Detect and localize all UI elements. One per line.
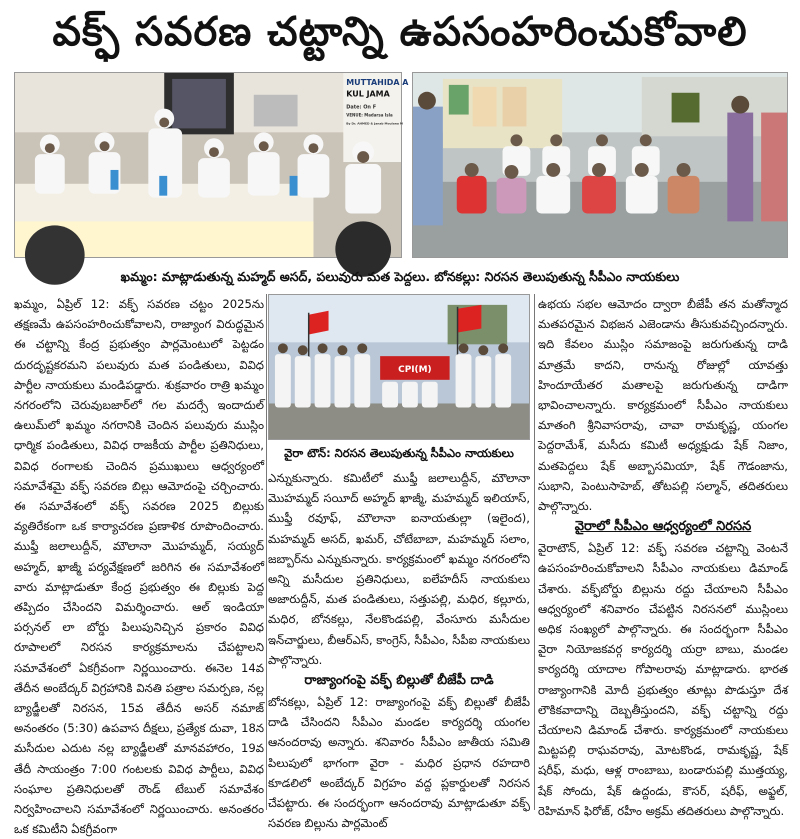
banner-line5: By Dr. AHMED & Janab Moulana M (346, 121, 403, 126)
headline: వక్ఫ్ సవరణ చట్టాన్ని ఉపసంహరించుకోవాలి (52, 9, 748, 55)
bonakal-subhead: రాజ్యాంగంపై వక్ఫ్ బిల్లుతో బీజేపీ దాడి (304, 673, 494, 689)
vaira-photo-caption: వైరా టౌన్: నిరసన తెలుపుతున్న సీపీఎం నాయకులు (284, 446, 514, 460)
column-divider (534, 294, 535, 810)
article-body-3: ఉభయ సభల ఆమోదం ద్వారా బీజేపీ తన మతోన్మాద మతపరమైన విభజన ఎజెండాను తీసుకువచ్చిందన్నారు. ఇది కేవలం ముస్లిం సమాజంపై జరుగుతున్న దాడి మాత్రమే కాదని, రానున్న రోజుల్లో యావత్తు హిందూయేతర మతాలపై జరుగుతున్న దాడిగా భావించాలన్నారు. కార్యక్రమంలో సీపీఎం నాయకులు మాతంగి శ్రీనివాసరావు, చావా రామకృష్ణ, యంగల పెద్దరామేశ్, మసీదు కమిటీ అధ్యక్షుడు షేక్ నిజాం, మతపెద్దలు షేక్ అబ్బాసమియా, షేక్ గౌడంజాను, సుభాని, పెంటుసాహెబ్, తోటపల్లి సల్మాన్, తదితరులు పాల్గొన్నారు. (538, 297, 788, 514)
article-body-1: ఖమ్మం, ఏప్రిల్ 12: వక్ఫ్ సవరణ చట్టం 2025ను తక్షణమే ఉపసంహరించుకోవాలని, రాజ్యాంగ విరుద్ధమైన ఈ చట్టాన్ని కేంద్ర ప్రభుత్వం పార్లమెంటులో పెట్టడం దురదృష్టకరమని పలువురు మత పండితులు, వివిధ పార్టీల నాయకులు మండిపడ్డారు. శుక్రవారం రాత్రి ఖమ్మం నగరంలోని చెరువుబజార్‌లో గల మదర్సే ఇందాదుల్ ఉలుమ్‌లో ఖమ్మం నగరానికి చెందిన పలువురు ముస్లిం ధార్మిక పండితులు, వివిధ రాజకీయ పార్టీల ప్రతినిధులు, వివిధ రంగాలకు చెందిన ప్రముఖులు ఆధ్వర్యంలో సమావేశమై వక్ఫ్ సవరణ బిల్లు ఆమోదంపై చర్చించారు. ఈ సమావేశంలో వక్ఫ్ సవరణ 2025 బిల్లుకు వ్యతిరేకంగా ఒక కార్యాచరణ ప్రణాళిక రూపొందించారు. ముఫ్తీ జలాలుద్దీన్, మౌలానా మొహమ్మద్, సయ్యద్ అహ్మద్, ఖాజ్మీ పర్యవేక్షణలో జరిగిన ఈ సమావేశంలో వారు మాట్లాడుతూ కేంద్ర ప్రభుత్వం ఈ బిల్లుకు పెద్ద తప్పిదం చేసిందని విమర్శించారు. ఆల్ ఇండియా పర్సనల్ లా బోర్డు పిలుపునిచ్చిన ప్రకారం వివిధ రూపాలలో నిరసన కార్యక్రమాలను చేపట్టాలని సమావేశంలో ఏకగ్రీవంగా నిర్ణయించారు. ఈనెల 14వ తేదీన అంబేద్కర్ విగ్రహానికి వినతి పత్రాల సమర్పణ, నల్ల బ్యాడ్జీలతో నిరసన, 15వ తేదీన అసర్ నమాజ్ అనంతరం (5:30) ఉపవాస దీక్షలు, ప్రత్యేక దువా, 18న మసీదుల ఎదుట నల్ల బ్యాడ్జీలతో మానవహారం, 19వ తేదీ సాయంత్రం 7:00 గంటలకు వివిధ పార్టీలు, వివిధ సంఘాల ప్రతినిధులతో రౌండ్ టేబుల్ సమావేశం నిర్వహించాలని సమావేశంలో నిర్ణయించారు. అనంతరం ఒక కమిటీని ఏకగ్రీవంగా (14, 297, 264, 837)
bonakal-body: బోనకల్లు, ఏప్రిల్ 12: రాజ్యాంగంపై వక్ఫ్ బిల్లుతో బీజేపీ దాడి చేసిందని సీపీఎం మండల కార్యదర్శి యంగల ఆనందరావు అన్నారు. శనివారం సీపీఎం జాతీయ సమితి పిలుపులో భాగంగా వైరా - మధిర ప్రధాన రహదారి కూడలిలో అంబేద్కర్ విగ్రహం వద్ద ప్లకార్డులతో నిరసన చేపట్టారు. ఈ సందర్భంగా ఆనందరావు మాట్లాడుతూ వక్ఫ్ సవరణ బిల్లును పార్లమెంట్ (268, 695, 530, 831)
banner-line4: VENUE: Madarsa Isla (346, 112, 393, 118)
meeting-photo (14, 72, 409, 258)
banner-line1: MUTTAHIDA A (346, 77, 409, 87)
article-column-3 (538, 294, 788, 818)
article-column-1 (14, 294, 264, 837)
vaira-subhead: వైరాలో సీపీఎం ఆధ్వర్యంలో నిరసన (574, 519, 752, 535)
article-body-2: ఎన్నుకున్నారు. కమిటీలో ముఫ్తీ జలాలుద్దీన్, మౌలానా మొహమ్మద్ సయీద్ అహ్మద్ ఖాజ్మీ, మహమ్మద్ ఇలియాస్, ముఫ్తీ రవూఫ్, మౌలానా ఐనాయతుల్లా (ఇలైంద), మహమ్మద్ అసద్, ఖమర్, చోటేబాబా, మహమ్మద్ సలాం, జబ్బార్‌ను ఎన్నుకున్నారు. కార్యక్రమంలో ఖమ్మం నగరంలోని అన్ని మసీదుల ప్రతినిధులు, ఐలేహదీస్ నాయకులు అజారుద్దీన్, మత పండితులు, సత్తుపల్లి, మధిర, కల్లూరు, మధిర, బోనకల్లు, నేలకొండపల్లి, వేంసూరు మసీదుల ఇన్‌చార్జులు, బీఆర్ఎస్, కాంగ్రెస్, సీపీఎం, సీపీఐ నాయకులు పాల్గొన్నారు. (268, 471, 530, 667)
banner-line3: Date: On F (346, 104, 377, 111)
protest-photo (412, 72, 788, 258)
main-photo-caption: ఖమ్మం: మాట్లాడుతున్న మహ్మద్ అసద్, పలువురు మత పెద్దలు. బోనకల్లు: నిరసన తెలుపుతున్న సీపీఎం నాయకులు (120, 269, 680, 284)
vaira-body: వైరాటౌన్, ఏప్రిల్ 12: వక్ఫ్ సవరణ చట్టాన్ని వెంటనే ఉపసంహరించుకోవాలని సీపీఎం నాయకులు డిమాండ్ చేశారు. వక్ఫ్‌బోర్డు బిల్లును రద్దు చేయాలని సీపీఎం ఆధ్వర్యంలో శనివారం చేపట్టిన నిరసనలో ముస్లింలు అధిక సంఖ్యలో పాల్గొన్నారు. ఈ సందర్భంగా సీపీఎం వైరా నియోజకవర్గ కార్యదర్శి యర్రా బాబు, మండల కార్యదర్శి యాదాల గోపాలరావు మాట్లాడారు. భారత రాజ్యాంగానికి మోదీ ప్రభుత్వం తూట్లు పొడుస్తూ దేశ లౌకికవాదాన్ని దెబ్బతీస్తుందని, వక్ఫ్ చట్టాన్ని రద్దు చేయాలని డిమాండ్ చేశారు. కార్యక్రమంలో నాయకులు మిట్టపల్లి రాఘవరావు, మోటకొండ, రామకృష్ణ, షేక్ షరీఫ్, మధు, ఆళ్ల రాంబాబు, బండారుపల్లి ముత్తయ్య, షేక్ సోందు, షేక్ ఉద్దండు, కౌసర్, షరీఫ్, అఫ్జల్, రెహిమాన్ ఫిరోజ్, రహీం అక్రమ్ తదితరులు పాల్గొన్నారు. (538, 541, 788, 818)
column-divider (266, 294, 267, 810)
banner-line2: KUL JAMA (346, 89, 390, 99)
article-column-2 (268, 468, 530, 831)
vaira-protest-photo (268, 294, 530, 440)
banner-text: CPI(M) (398, 364, 432, 375)
